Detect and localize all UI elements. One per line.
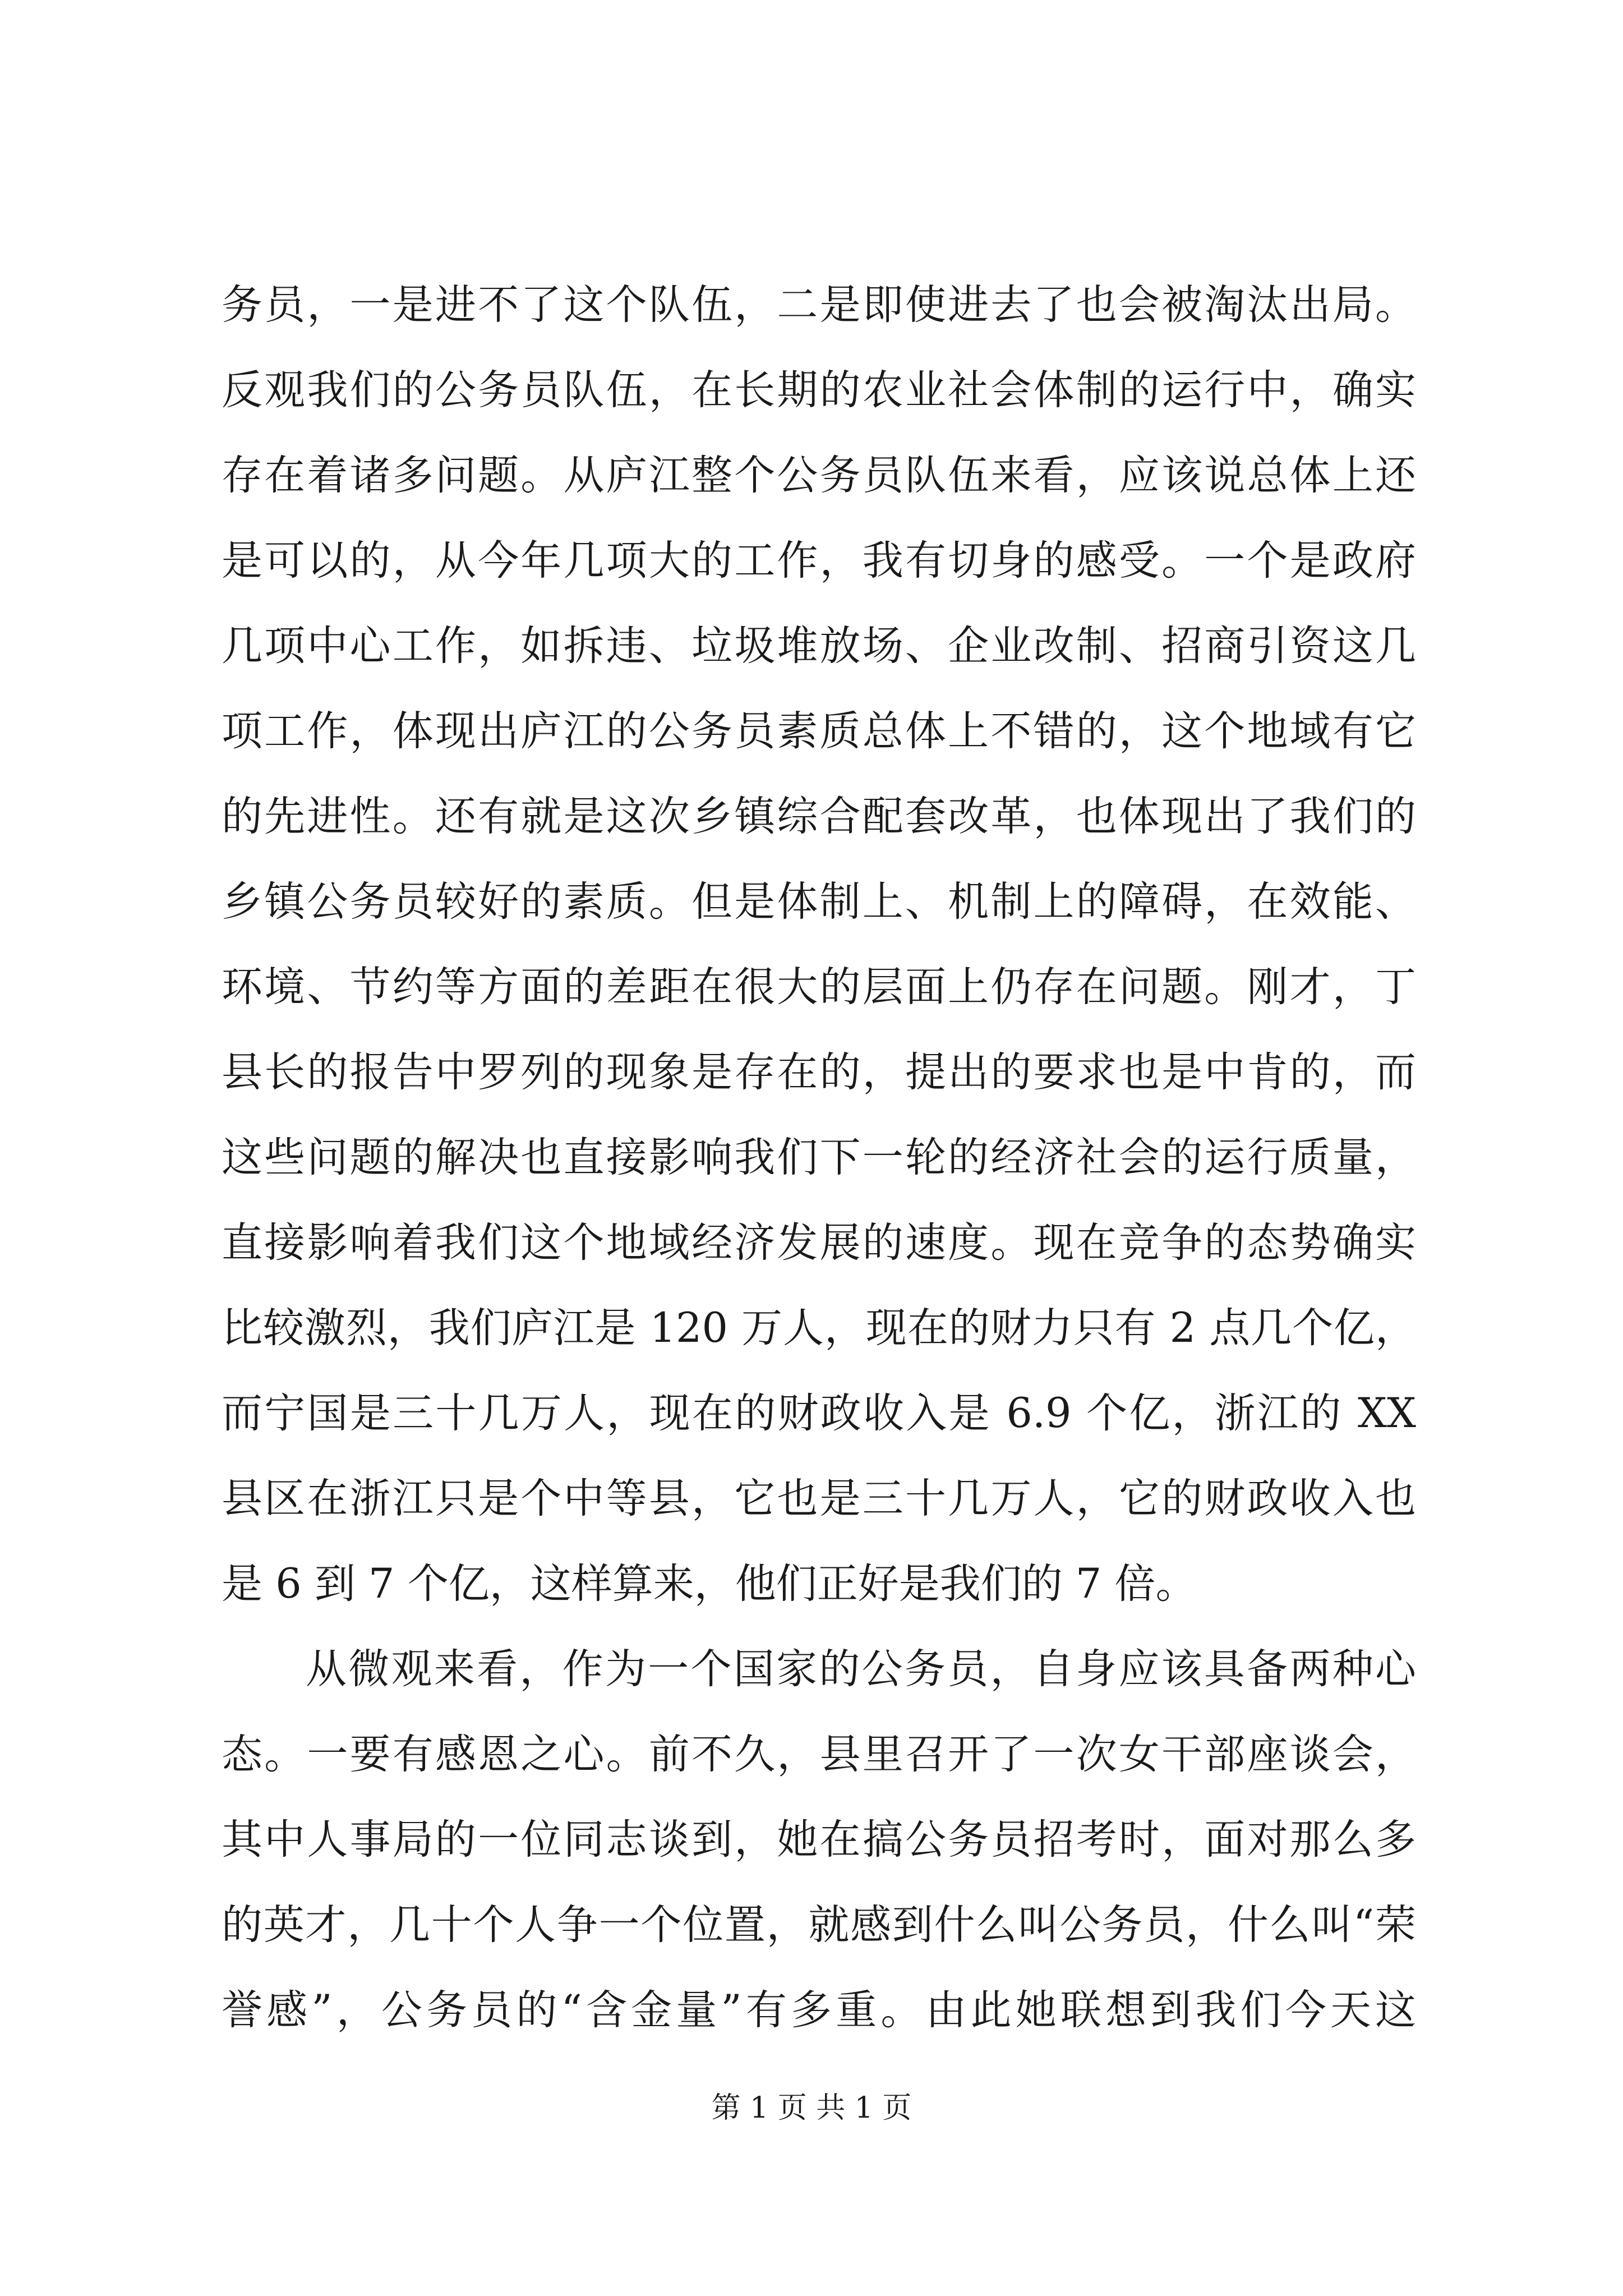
text-line: 项工作，体现出庐江的公务员素质总体上不错的，这个地域有它	[222, 707, 1416, 755]
text-line: 直接影响着我们这个地域经济发展的速度。现在竞争的态势确实	[222, 1219, 1416, 1267]
text-line: 从微观来看，作为一个国家的公务员，自身应该具备两种心	[306, 1645, 1416, 1693]
text-line: 几项中心工作，如拆违、垃圾堆放场、企业改制、招商引资这几	[222, 622, 1416, 670]
text-line: 的先进性。还有就是这次乡镇综合配套改革，也体现出了我们的	[222, 793, 1416, 840]
text-line: 务员，一是进不了这个队伍，二是即使进去了也会被淘汰出局。	[222, 281, 1416, 329]
text-line: 态。一要有感恩之心。前不久，县里召开了一次女干部座谈会，	[222, 1731, 1416, 1778]
text-line: 誉感”，公务员的“含金量”有多重。由此她联想到我们今天这	[222, 1986, 1416, 2034]
text-line: 而宁国是三十几万人，现在的财政收入是 6.9 个亿，浙江的 XX	[222, 1389, 1416, 1437]
paragraph-2	[222, 1627, 1416, 2053]
text-line: 其中人事局的一位同志谈到，她在搞公务员招考时，面对那么多	[222, 1816, 1416, 1864]
text-line: 存在着诸多问题。从庐江整个公务员队伍来看，应该说总体上还	[222, 452, 1416, 499]
text-line: 乡镇公务员较好的素质。但是体制上、机制上的障碍，在效能、	[222, 878, 1416, 926]
page-number-footer: 第 1 页 共 1 页	[711, 2091, 912, 2125]
text-line: 是 6 到 7 个亿，这样算来，他们正好是我们的 7 倍。	[222, 1560, 1197, 1608]
text-line: 县区在浙江只是个中等县，它也是三十几万人，它的财政收入也	[222, 1475, 1416, 1522]
text-line: 这些问题的解决也直接影响我们下一轮的经济社会的运行质量，	[222, 1134, 1416, 1181]
text-line: 环境、节约等方面的差距在很大的层面上仍存在问题。刚才，丁	[222, 963, 1416, 1011]
text-line: 的英才，几十个人争一个位置，就感到什么叫公务员，什么叫“荣	[222, 1901, 1416, 1949]
text-line: 反观我们的公务员队伍，在长期的农业社会体制的运行中，确实	[222, 366, 1416, 414]
document-body	[222, 263, 1416, 2053]
text-line: 县长的报告中罗列的现象是存在的，提出的要求也是中肯的，而	[222, 1048, 1416, 1096]
paragraph-1	[222, 263, 1416, 1627]
text-line: 比较激烈，我们庐江是 120 万人，现在的财力只有 2 点几个亿，	[222, 1304, 1416, 1352]
text-line: 是可以的，从今年几项大的工作，我有切身的感受。一个是政府	[222, 537, 1416, 585]
